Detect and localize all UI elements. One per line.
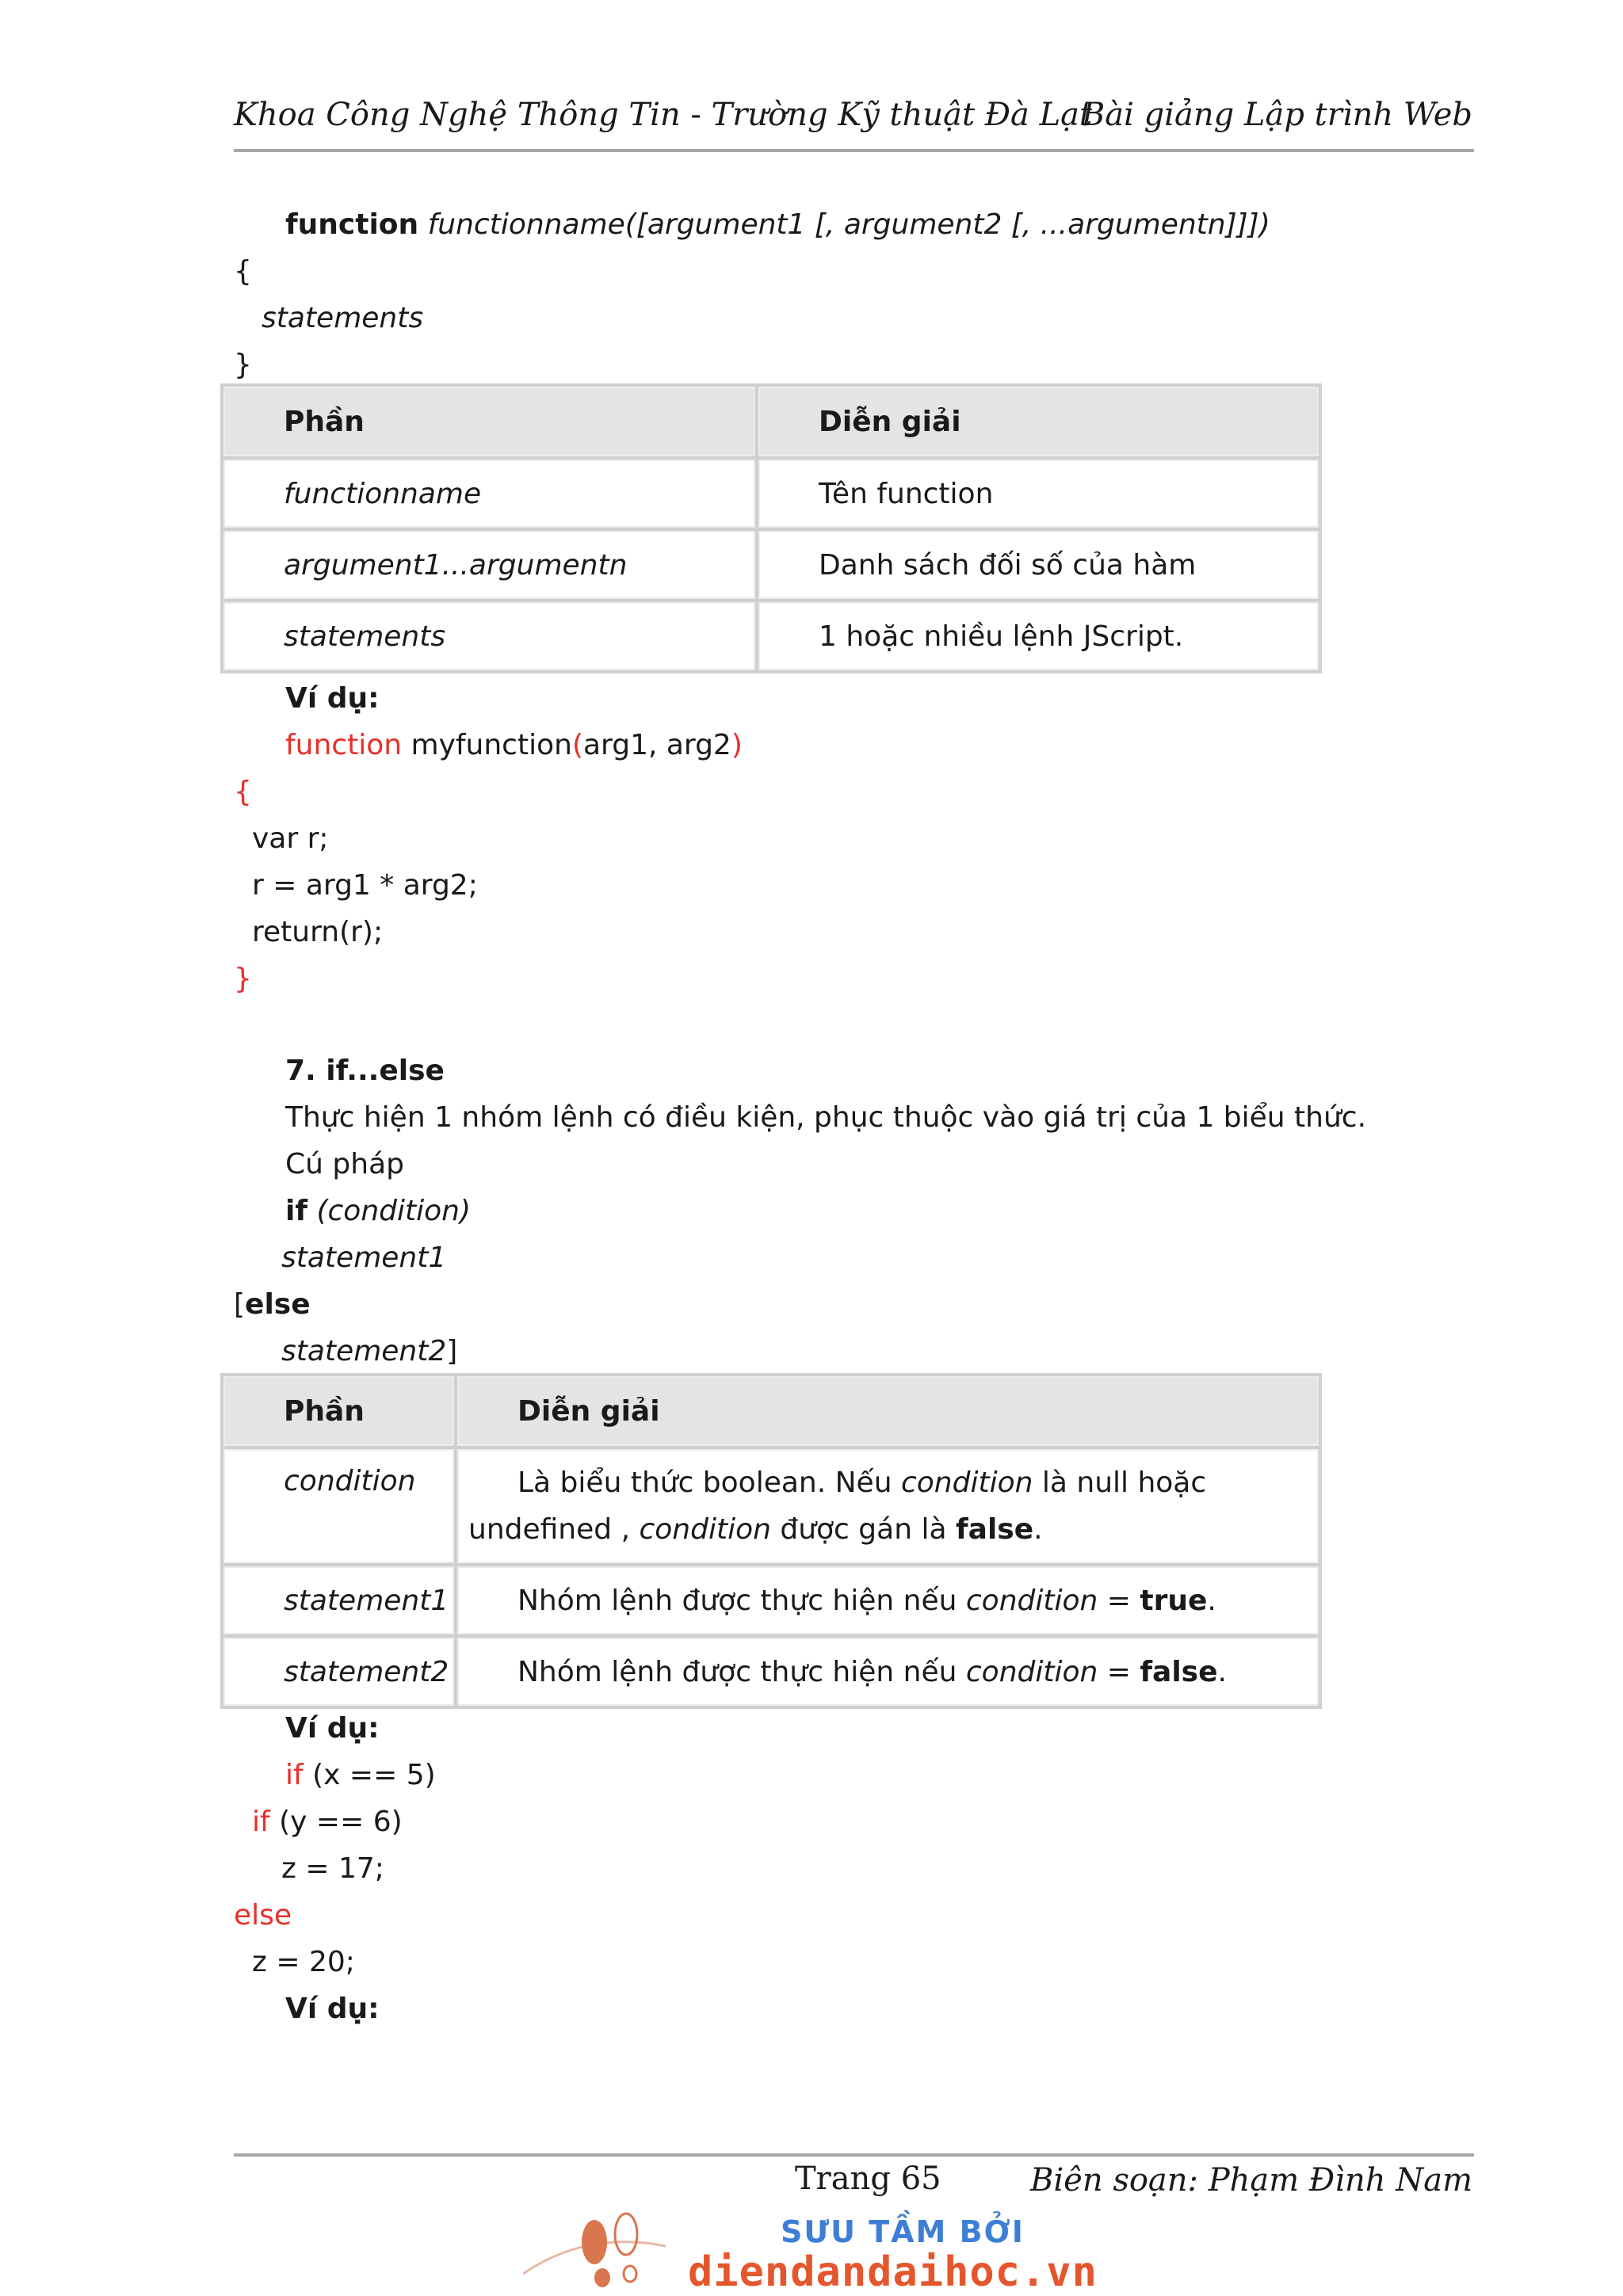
text-span: được gán là [770,1513,956,1546]
statement2-bracket: ] [446,1335,458,1367]
text-span: Là biểu thức boolean. Nếu [517,1466,901,1499]
function-parts-table [220,383,1322,673]
example-label: Ví dụ: [285,1712,380,1745]
table-header-description: Diễn giải [757,385,1320,458]
code-line: z = 20; [252,1946,355,1978]
text-span: = [1098,1584,1140,1617]
code-text: (y == 6) [269,1806,403,1838]
text-span: Nhóm lệnh được thực hiện nếu [517,1584,966,1617]
table-cell-description [456,1565,1320,1636]
header-course: Khoa Công Nghệ Thông Tin - Trường Kỹ thuật Đà Lạt [234,97,1093,133]
example-paren-close: ) [731,729,743,761]
statement2-text: statement2 [281,1335,447,1367]
function-keyword: function [285,208,419,241]
condition-italic: condition [900,1466,1033,1499]
text-span: undefined , [468,1513,640,1546]
table-cell-part: functionname [222,458,757,529]
syntax-open-brace: { [234,255,252,288]
if-condition: (condition) [307,1195,471,1227]
watermark-site-text: diendandaihoc.vn [688,2248,1098,2296]
table-cell-description [456,1447,1320,1565]
code-text: (x == 5) [303,1759,436,1791]
statement2-line [281,1334,457,1369]
code-line [285,1758,436,1793]
true-bold: true [1140,1584,1208,1617]
text-span: là null hoặc [1033,1466,1207,1499]
if-keyword: if [285,1759,304,1791]
table-cell-part: statements [222,601,757,672]
code-line: var r; [252,822,329,855]
syntax-label: Cú pháp [285,1148,404,1180]
section-heading: 7. if...else [285,1055,445,1087]
if-keyword: if [252,1806,270,1838]
code-line: z = 17; [281,1852,384,1885]
else-syntax-line [234,1287,311,1322]
function-syntax-line [285,208,1270,242]
example-function-line [285,728,743,763]
table-cell-description: 1 hoặc nhiều lệnh JScript. [757,601,1320,672]
condition-italic: condition [639,1513,771,1546]
ifelse-parts-table [220,1373,1322,1709]
table-header-part: Phần [222,385,757,458]
example-function-name: myfunction [402,729,572,761]
if-syntax-line [285,1194,471,1229]
table-row [222,1447,1320,1565]
table-row [222,1636,1320,1707]
table-header-part: Phần [222,1375,456,1447]
text-span: . [1207,1584,1216,1617]
table-row [222,529,1320,601]
else-bracket: [ [234,1288,246,1321]
example-label: Ví dụ: [285,682,380,715]
watermark-top-text: SƯU TẦM BỞI [781,2214,1025,2249]
text-span: Nhóm lệnh được thực hiện nếu [517,1655,966,1688]
else-keyword: else [234,1899,292,1932]
condition-italic: condition [965,1655,1098,1688]
table-cell-description: Tên function [757,458,1320,529]
table-row [222,1565,1320,1636]
header-title: Bài giảng Lập trình Web [1081,97,1472,133]
example-function-keyword: function [285,729,403,761]
example-args: arg1, arg2 [582,729,731,761]
false-bold: false [955,1513,1034,1546]
table-header-row [222,1375,1320,1447]
code-line: return(r); [252,916,384,948]
page-number: Trang 65 [795,2161,941,2197]
table-cell-part: statement1 [222,1565,456,1636]
table-header-row [222,385,1320,458]
if-keyword: if [285,1195,308,1227]
function-signature: functionname([argument1 [, argument2 [, ...argumentn]]]) [418,208,1270,241]
syntax-statements: statements [262,302,424,334]
footer-rule [234,2153,1474,2157]
table-cell-part: statement2 [222,1636,456,1707]
table-row [222,458,1320,529]
text-span: . [1033,1513,1043,1546]
table-header-description: Diễn giải [456,1375,1320,1447]
description-line [468,1506,1319,1553]
example-label: Ví dụ: [285,1993,380,2025]
condition-italic: condition [965,1584,1098,1617]
example-paren-open: ( [571,729,583,761]
text-span: . [1217,1655,1227,1688]
description-line [468,1459,1319,1506]
code-line [252,1805,403,1840]
table-cell-description: Danh sách đối số của hàm [757,529,1320,601]
example-open-brace: { [234,776,252,808]
false-bold: false [1140,1655,1218,1688]
table-cell-part: argument1...argumentn [222,529,757,601]
header-rule [234,149,1474,152]
table-row [222,601,1320,672]
statement1-text: statement1 [281,1241,447,1274]
example-close-brace: } [234,963,252,995]
text-span: = [1098,1655,1140,1688]
else-keyword: else [245,1288,311,1321]
syntax-close-brace: } [234,349,252,381]
code-line: r = arg1 * arg2; [252,869,478,902]
table-cell-part: condition [222,1447,456,1565]
table-cell-description [456,1636,1320,1707]
footer-author: Biên soạn: Phạm Đình Nam [1029,2162,1472,2199]
section-description: Thực hiện 1 nhóm lệnh có điều kiện, phục thuộc vào giá trị của 1 biểu thức. [285,1101,1367,1134]
